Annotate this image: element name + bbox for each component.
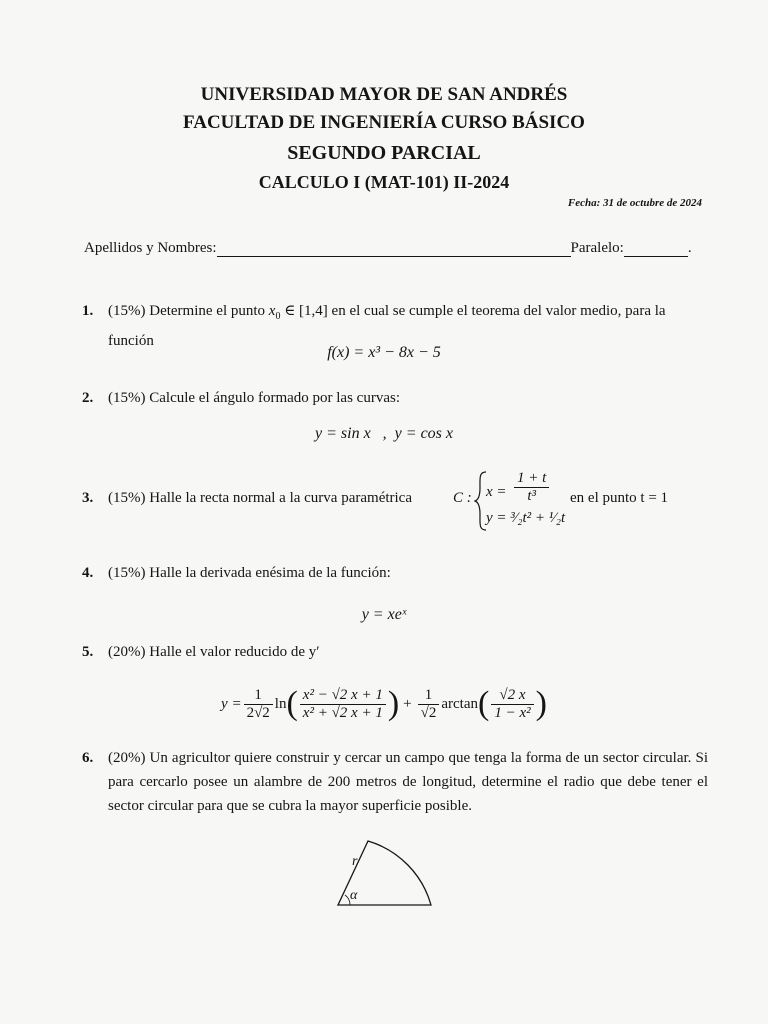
parallel-label: Paralelo: [570, 240, 624, 256]
coefficient-fraction-1: $\frac{1}{2√2}$ [244, 687, 273, 722]
question-4 [82, 561, 708, 585]
question-2 [82, 386, 708, 410]
y-equation: y = ³⁄₂t² + ¹⁄₂t [486, 510, 566, 526]
evaluation-point: en el punto t = 1 [570, 490, 669, 506]
question-text: (15%) Calcule el ángulo formado por las curvas: [108, 390, 400, 406]
question-number: 3. [82, 490, 94, 506]
university-title: UNIVERSIDAD MAYOR DE SAN ANDRÉS [200, 84, 568, 105]
question-3 [0, 468, 768, 532]
formula-4: y = xeˣ [361, 606, 407, 623]
exam-date: Fecha: 31 de octubre de 2024 [567, 197, 702, 209]
course-title: CALCULO I (MAT-101) II-2024 [258, 172, 510, 192]
question-number: 4. [82, 565, 94, 581]
question-text: (20%) Halle el valor reducido de y′ [108, 644, 320, 660]
question-number: 6. [82, 750, 94, 766]
question-number: 5. [82, 644, 94, 660]
sector-figure [330, 832, 440, 912]
x-equation-lhs: x = [486, 484, 507, 500]
arctan-fraction: $\frac{√2 x}{\text{1 − x²}}$ [491, 687, 533, 722]
x-fraction: $\frac{1 + t}{\text{t³}}$ [514, 470, 549, 505]
question-text: (15%) Determine el punto $x_0$ ∈ [1,4] en el cual se cumple el teorema del valor medio, para la función [108, 303, 666, 349]
question-text: (15%) Halle la recta normal a la curva paramétrica [108, 490, 412, 506]
end-mark: . [687, 240, 692, 256]
angle-label: α [350, 888, 358, 903]
ln-fraction: $\frac{\text{x² − √2 x + 1}}{\text{x² + √2 x + 1}}$ [300, 687, 386, 722]
faculty-title: FACULTAD DE INGENIERÍA CURSO BÁSICO [183, 112, 585, 133]
student-info-row [84, 240, 700, 257]
formula-1: f(x) = x³ − 8x − 5 [327, 344, 441, 361]
question-number: 2. [82, 390, 94, 406]
radius-label: r [352, 854, 358, 869]
curve-label: C : [453, 490, 472, 506]
name-label: Apellidos y Nombres: [84, 240, 217, 256]
question-5 [82, 640, 708, 664]
name-blank-line [217, 242, 571, 257]
question-6 [82, 746, 708, 818]
formula-2: y = sin x , y = cos x [315, 425, 453, 442]
question-number: 1. [82, 303, 94, 319]
question-text: (15%) Halle la derivada enésima de la función: [108, 565, 391, 581]
exam-title: SEGUNDO PARCIAL [287, 142, 481, 164]
question-text: (20%) Un agricultor quiere construir y cercar un campo que tenga la forma de un sector circular. Si para cercarlo posee un alambre de 200 metros de longitud, determine el radio que debe tener el sector circular para que se cubra la mayor superficie posible. [108, 750, 708, 814]
formula-5: y = $\frac{1}{2√2}$ ln ( $\frac{\text{x² − √2 x + 1}}{\text{x² + √2 x + 1}}$ ) + $\frac{1}{√2}$ arctan ( $\frac{√2 x}{\text{1 − x²}}$ ) [221, 685, 547, 722]
parallel-blank-line [624, 242, 688, 257]
coefficient-fraction-2: $\frac{1}{√2}$ [418, 687, 440, 722]
